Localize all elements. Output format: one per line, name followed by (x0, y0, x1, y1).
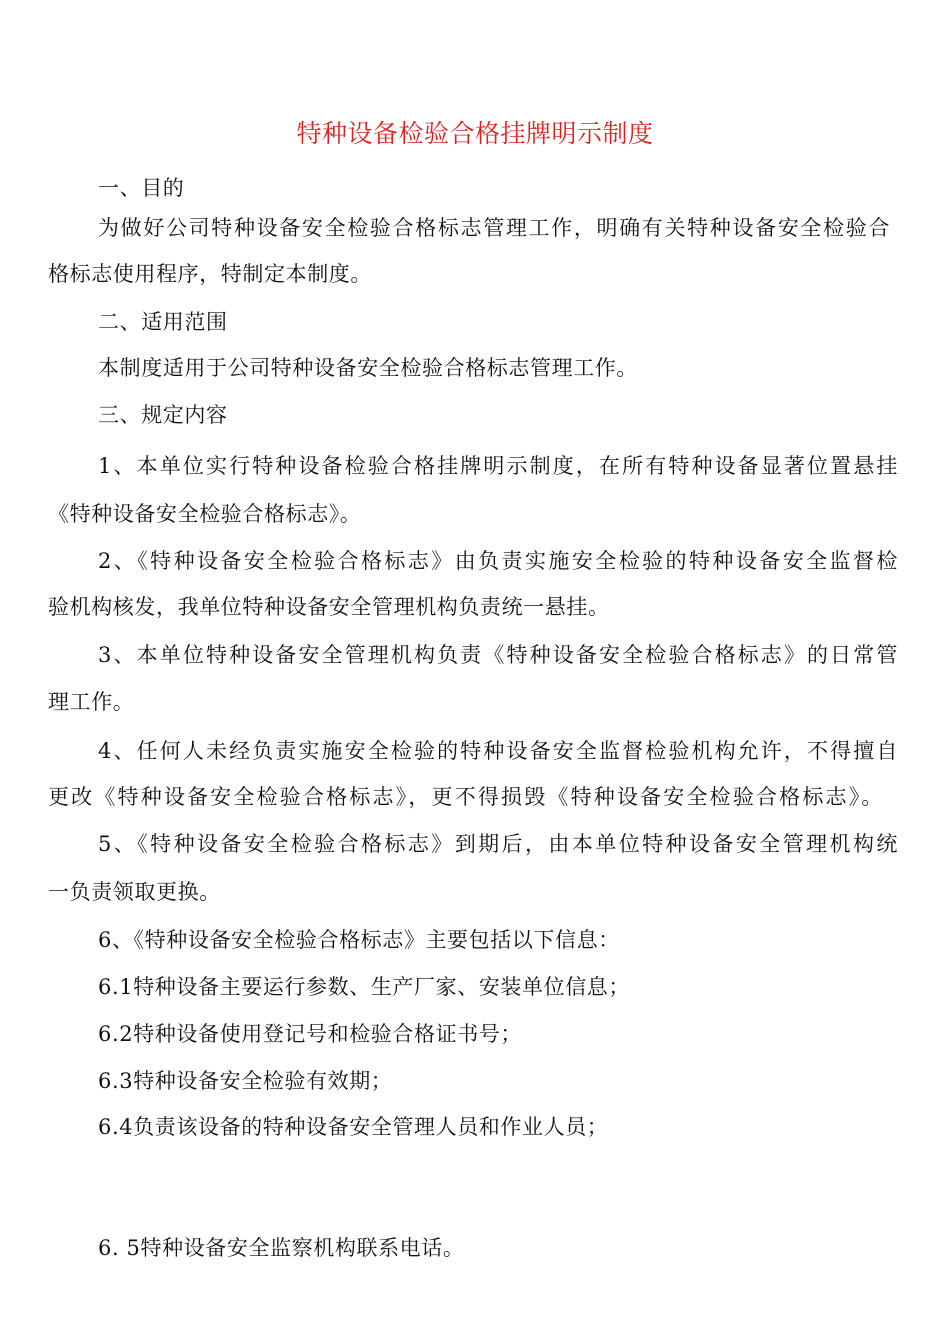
paragraph-line: 为做好公司特种设备安全检验合格标志管理工作，明确有关特种设备安全检验合 (98, 216, 890, 240)
list-item: 6. 5特种设备安全监察机构联系电话。 (98, 1236, 465, 1260)
section-heading-purpose: 一、目的 (98, 176, 185, 200)
document-title: 特种设备检验合格挂牌明示制度 (296, 119, 654, 148)
list-item: 6.4负责该设备的特种设备安全管理人员和作业人员； (98, 1115, 609, 1139)
section-heading-scope: 二、适用范围 (98, 310, 228, 334)
paragraph-line: 格标志使用程序，特制定本制度。 (48, 262, 372, 286)
section-heading-content: 三、规定内容 (98, 403, 228, 427)
paragraph-line: 一负责领取更换。 (48, 880, 221, 904)
paragraph-line: 验机构核发，我单位特种设备安全管理机构负责统一悬挂。 (48, 595, 610, 619)
list-item: 6.1特种设备主要运行参数、生产厂家、安装单位信息； (98, 975, 630, 999)
paragraph-line: 3、本单位特种设备安全管理机构负责《特种设备安全检验合格标志》的日常管 (98, 643, 898, 667)
paragraph-line: 《特种设备安全检验合格标志》。 (48, 502, 362, 526)
paragraph-line: 6、《特种设备安全检验合格标志》主要包括以下信息： (98, 928, 620, 952)
paragraph-line: 5、《特种设备安全检验合格标志》到期后，由本单位特种设备安全管理机构统 (98, 832, 898, 856)
paragraph-line: 2、《特种设备安全检验合格标志》由负责实施安全检验的特种设备安全监督检 (98, 549, 898, 573)
list-item: 6.3特种设备安全检验有效期； (98, 1069, 393, 1093)
paragraph-line: 更改《特种设备安全检验合格标志》，更不得损毁《特种设备安全检验合格标志》。 (48, 785, 883, 809)
paragraph-line: 1、本单位实行特种设备检验合格挂牌明示制度，在所有特种设备显著位置悬挂 (98, 454, 898, 478)
paragraph-line: 4、任何人未经负责实施安全检验的特种设备安全监督检验机构允许，不得擅自 (98, 739, 898, 763)
list-item: 6.2特种设备使用登记号和检验合格证书号； (98, 1022, 522, 1046)
paragraph-line: 理工作。 (48, 690, 135, 714)
paragraph-line: 本制度适用于公司特种设备安全检验合格标志管理工作。 (98, 356, 638, 380)
